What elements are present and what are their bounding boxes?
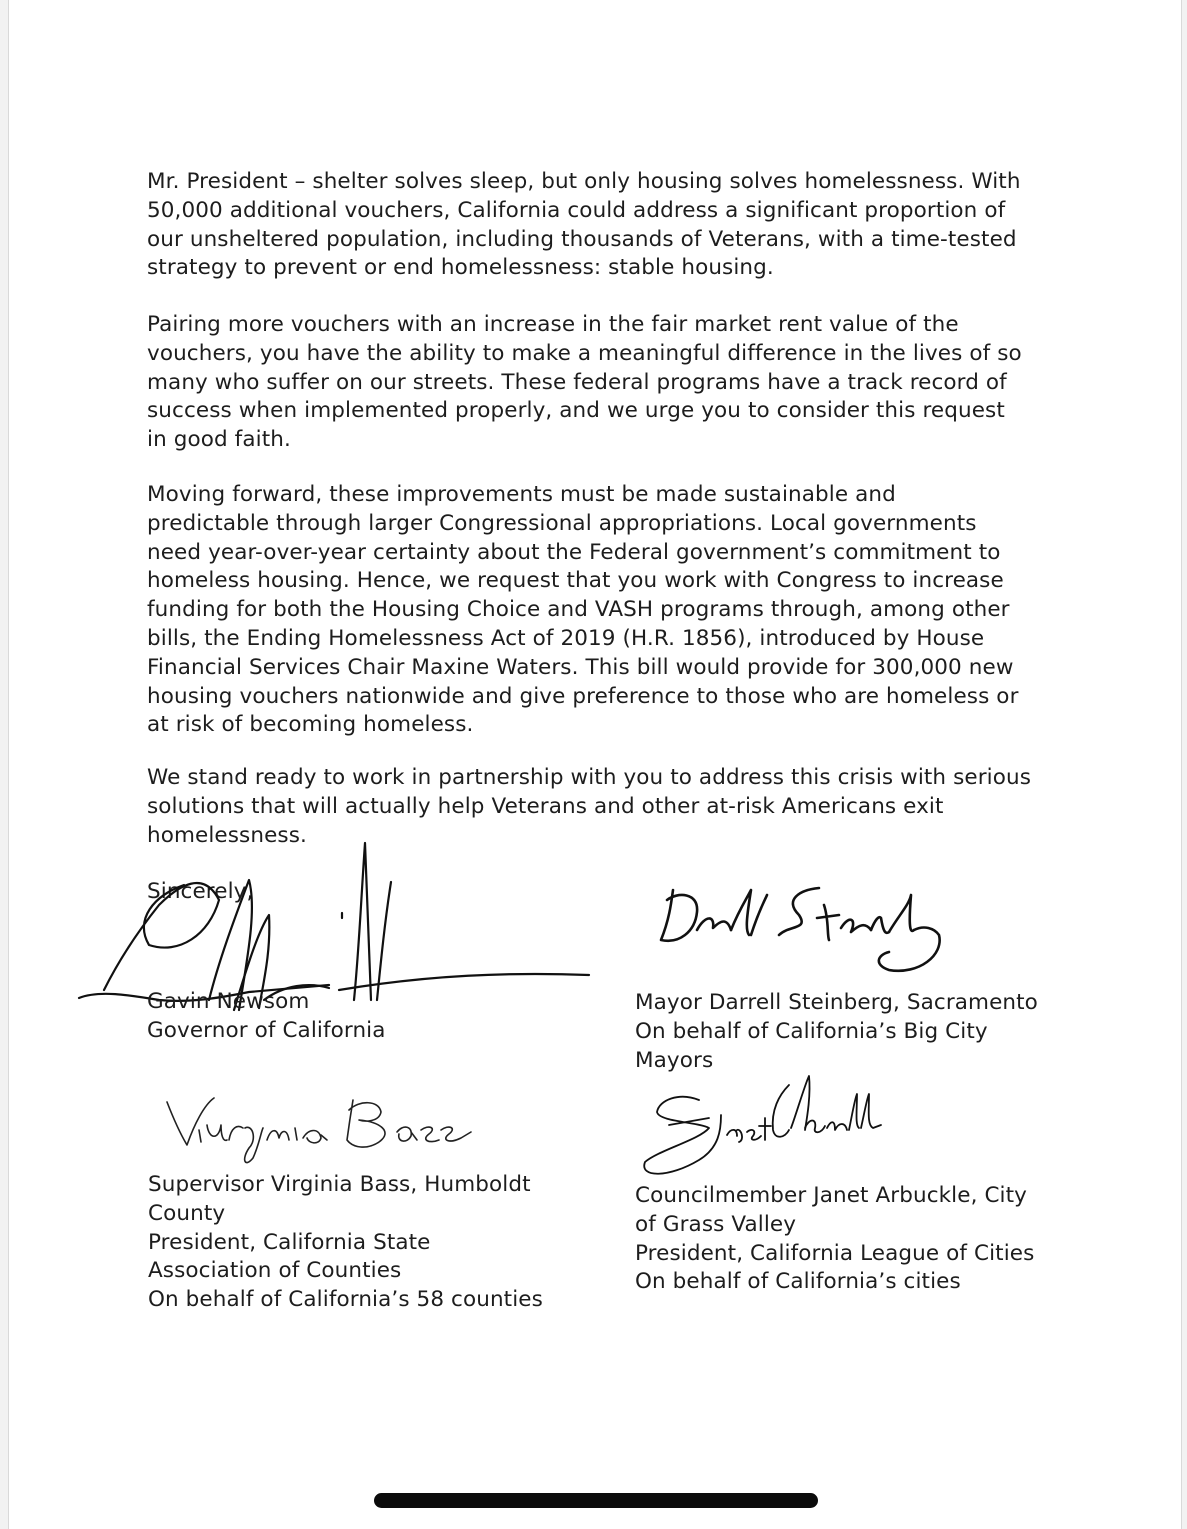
letter-page — [8, 0, 1182, 1529]
signatory-name: Mayor Darrell Steinberg, Sacramento — [635, 990, 1038, 1015]
signatory-title: Governor of California — [147, 1017, 386, 1043]
signatory-title: President, California League of Cities — [635, 1240, 1035, 1266]
paragraph-line: solutions that will actually help Veterans and other at-risk Americans exit — [147, 793, 944, 819]
paragraph-line: homelessness. — [147, 822, 307, 848]
paragraph-line: at risk of becoming homeless. — [147, 712, 474, 738]
paragraph-line: in good faith. — [147, 427, 291, 453]
arbuckle-signature — [9, 0, 1181, 1529]
signatory-title: On behalf of California’s Big City — [635, 1018, 988, 1044]
signatory-arbuckle — [635, 1182, 1034, 1297]
paragraph-line: Mr. President – shelter solves sleep, but only housing solves homelessness. With — [147, 169, 1021, 194]
closing-text: Sincerely, — [147, 879, 254, 904]
signatory-name: Supervisor Virginia Bass, Humboldt — [148, 1172, 531, 1197]
paragraph-line: vouchers, you have the ability to make a meaningful difference in the lives of so — [147, 340, 1022, 366]
signatory-title: On behalf of California’s cities — [635, 1269, 961, 1295]
signatory-title: Association of Counties — [148, 1258, 402, 1284]
paragraph-line: housing vouchers nationwide and give preference to those who are homeless or — [147, 683, 1019, 709]
signatory-name: Councilmember Janet Arbuckle, City — [635, 1183, 1027, 1208]
signatory-title: of Grass Valley — [635, 1211, 797, 1237]
paragraph-line: homeless housing. Hence, we request that you work with Congress to increase — [147, 568, 1004, 594]
paragraph-line: bills, the Ending Homelessness Act of 2019 (H.R. 1856), introduced by House — [147, 625, 985, 651]
paragraph-line: our unsheltered population, including thousands of Veterans, with a time-tested — [147, 226, 1017, 252]
paragraph-line: many who suffer on our streets. These federal programs have a track record of — [147, 369, 1007, 395]
paragraph-line: predictable through larger Congressional appropriations. Local governments — [147, 510, 977, 536]
signatory-title: County — [148, 1200, 226, 1226]
signatory-title: On behalf of California’s 58 counties — [148, 1287, 543, 1313]
signatory-title: Mayors — [635, 1047, 714, 1073]
paragraph-line: We stand ready to work in partnership with you to address this crisis with serious — [147, 765, 1032, 790]
home-indicator-bar[interactable] — [374, 1493, 818, 1508]
paragraph-line: funding for both the Housing Choice and VASH programs through, among other — [147, 597, 1010, 623]
signatory-title: President, California State — [148, 1229, 431, 1255]
paragraph-line: success when implemented properly, and we urge you to consider this request — [147, 398, 1005, 424]
paragraph-line: Financial Services Chair Maxine Waters. This bill would provide for 300,000 new — [147, 654, 1014, 680]
paragraph-line: need year-over-year certainty about the Federal government’s commitment to — [147, 539, 1001, 565]
paragraph-line: strategy to prevent or end homelessness: stable housing. — [147, 255, 774, 281]
paragraph-line: 50,000 additional vouchers, California could address a significant proportion of — [147, 197, 1006, 223]
signatory-name: Gavin Newsom — [147, 989, 310, 1014]
paragraph-line: Moving forward, these improvements must be made sustainable and — [147, 482, 896, 507]
paragraph-line: Pairing more vouchers with an increase in the fair market rent value of the — [147, 312, 959, 337]
